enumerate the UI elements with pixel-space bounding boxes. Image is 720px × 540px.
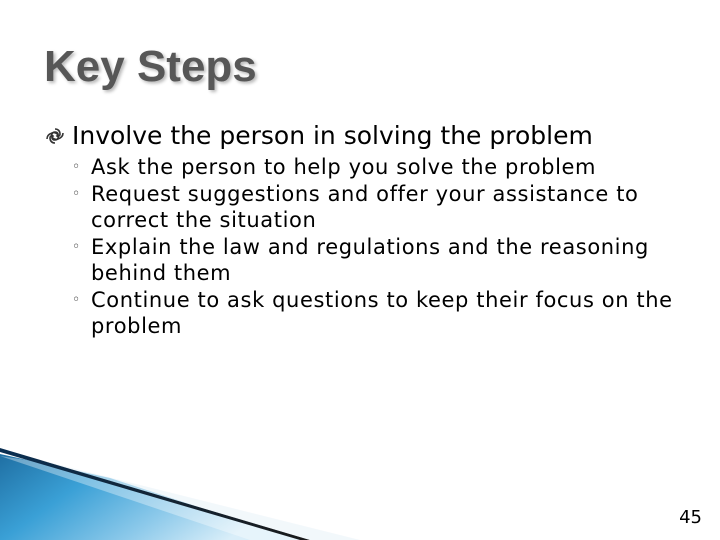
sub-bullet-item bbox=[46, 234, 706, 287]
sub-bullet-list bbox=[46, 154, 706, 340]
circle-bullet-icon: ◦ bbox=[72, 291, 81, 308]
decorative-swoosh bbox=[0, 440, 720, 540]
slide-content bbox=[46, 118, 706, 340]
slide-title: Key Steps bbox=[44, 42, 257, 91]
sub-bullet-text: Explain the law and regulations and the reasoning behind them bbox=[91, 234, 649, 285]
circle-bullet-icon: ◦ bbox=[72, 185, 81, 202]
circle-bullet-icon: ◦ bbox=[72, 238, 81, 255]
circle-bullet-icon: ◦ bbox=[72, 159, 81, 175]
sub-bullet-text: Continue to ask questions to keep their focus on the problem bbox=[91, 287, 673, 338]
ornament-bullet-icon bbox=[46, 128, 64, 144]
page-number: 45 bbox=[679, 507, 702, 528]
sub-bullet-text: Ask the person to help you solve the problem bbox=[91, 155, 597, 179]
sub-bullet-item bbox=[46, 154, 706, 181]
sub-bullet-item bbox=[46, 287, 706, 340]
main-bullet-text: Involve the person in solving the problem bbox=[72, 121, 593, 150]
sub-bullet-text: Request suggestions and offer your assistance to correct the situation bbox=[91, 181, 639, 232]
sub-bullet-item bbox=[46, 181, 706, 234]
main-bullet bbox=[46, 118, 706, 154]
